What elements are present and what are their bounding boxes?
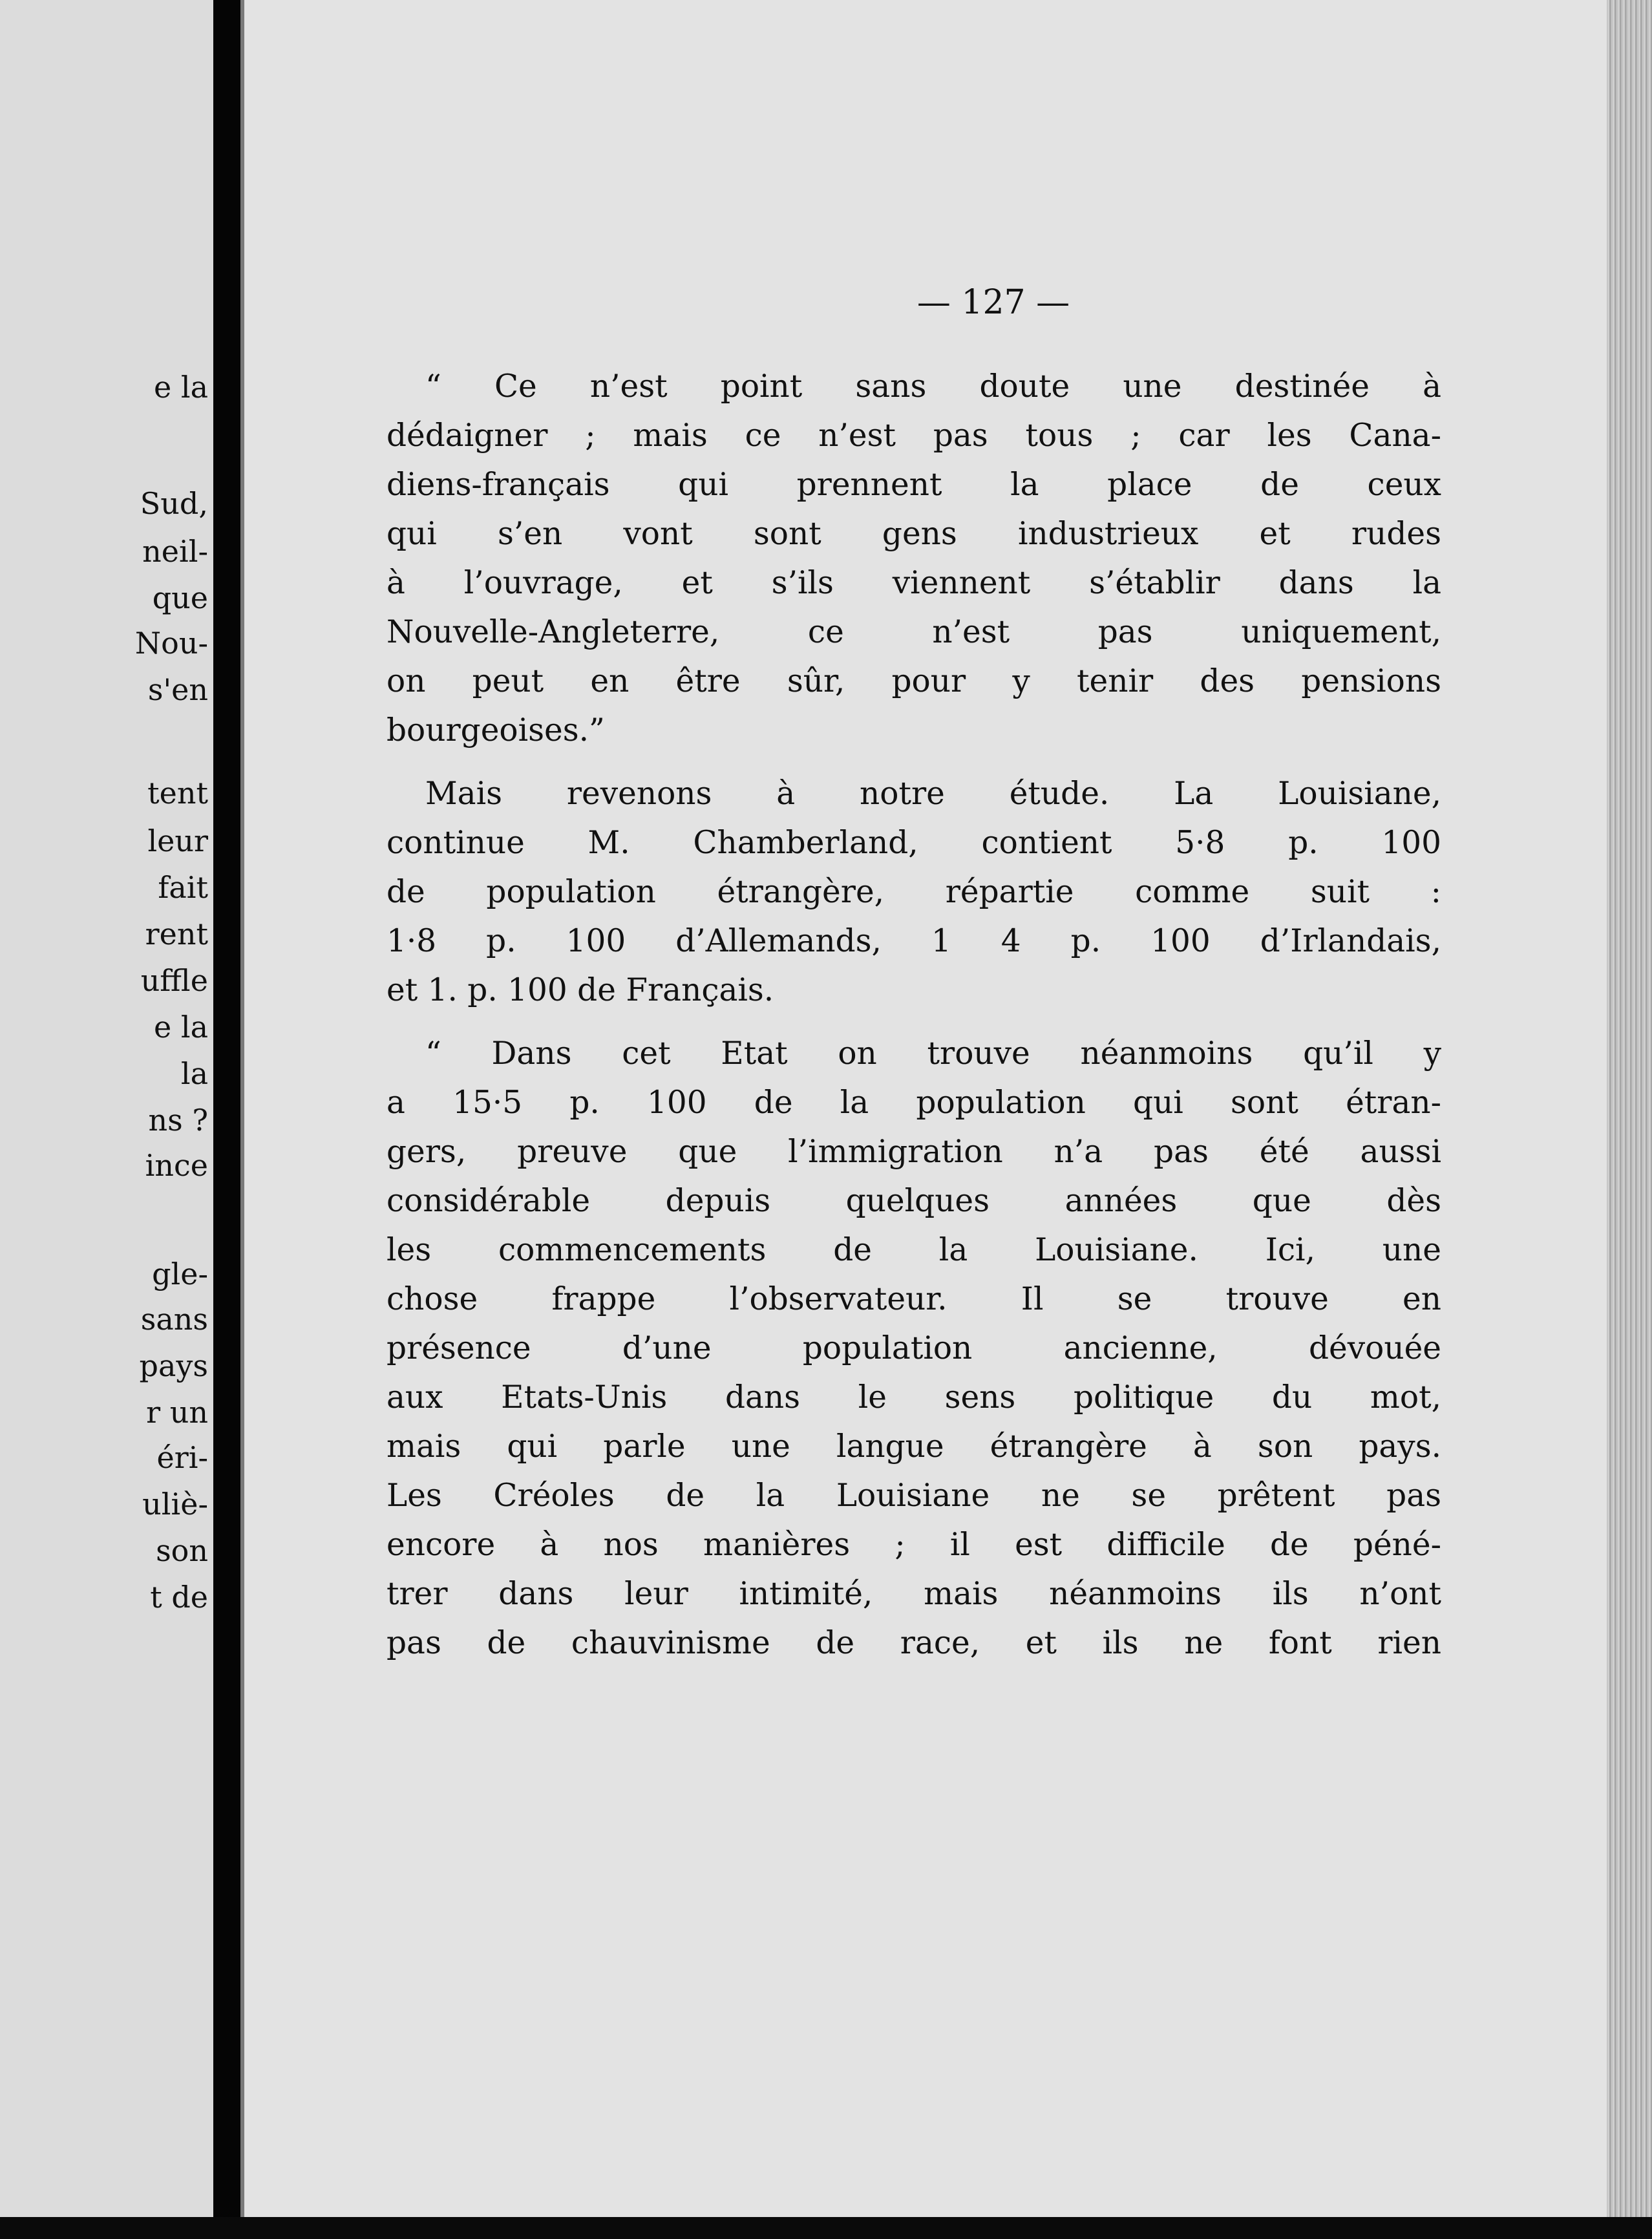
text-line: Les Créoles de la Louisiane ne se prêtent pas: [387, 1478, 1441, 1514]
paragraph-quote-1: [387, 362, 1441, 755]
left-fragment: leur: [147, 823, 208, 858]
left-fragment: que: [152, 580, 208, 615]
text-line: présence d’une population ancienne, dévouée: [387, 1330, 1441, 1366]
text-line: qui s’en vont sont gens industrieux et rudes: [387, 516, 1441, 552]
left-fragment: pays: [139, 1348, 208, 1383]
left-fragment: tent: [147, 776, 208, 811]
text-line: chose frappe l’observateur. Il se trouve en: [387, 1281, 1441, 1317]
page-body-text: [387, 362, 1441, 1668]
paragraph-narrative: [387, 769, 1441, 1015]
left-fragment: uffle: [140, 963, 208, 998]
text-line: on peut en être sûr, pour y tenir des pensions: [387, 663, 1441, 699]
left-fragment: r un: [146, 1395, 208, 1430]
text-line: mais qui parle une langue étrangère à son pays.: [387, 1428, 1441, 1465]
text-line: gers, preuve que l’immigration n’a pas été aussi: [387, 1134, 1441, 1170]
text-line: les commencements de la Louisiane. Ici, une: [387, 1232, 1441, 1268]
left-fragment: neil-: [142, 534, 208, 569]
left-fragment: e la: [154, 370, 208, 405]
text-line: “ Ce n’est point sans doute une destinée à: [425, 368, 1441, 405]
text-line: a 15·5 p. 100 de la population qui sont étran-: [387, 1085, 1441, 1121]
text-line: continue M. Chamberland, contient 5·8 p. 100: [387, 825, 1441, 861]
text-line: “ Dans cet Etat on trouve néanmoins qu’il y: [425, 1035, 1441, 1072]
text-line: considérable depuis quelques années que dès: [387, 1183, 1441, 1219]
text-line: Nouvelle-Angleterre, ce n’est pas uniquement,: [387, 614, 1441, 650]
left-fragment: gle-: [152, 1257, 208, 1291]
text-line: Mais revenons à notre étude. La Louisiane,: [425, 776, 1441, 812]
left-fragment: sans: [140, 1302, 208, 1337]
left-fragment: éri-: [156, 1440, 208, 1475]
left-fragment: Sud,: [140, 486, 208, 521]
left-fragment: s'en: [147, 672, 208, 707]
page-number: — 127 —: [916, 283, 1070, 322]
paragraph-quote-2: [387, 1029, 1441, 1668]
left-fragment: son: [156, 1533, 208, 1568]
text-line: diens-français qui prennent la place de ceux: [387, 467, 1441, 503]
text-line: de population étrangère, répartie comme suit :: [387, 874, 1441, 910]
text-line: et 1. p. 100 de Français.: [387, 972, 774, 1008]
left-fragment: la: [180, 1056, 208, 1091]
scan-bottom-border: [0, 2217, 1652, 2239]
left-facing-page: [0, 0, 213, 2223]
main-page: [244, 0, 1607, 2217]
text-line: encore à nos manières ; il est difficile de péné-: [387, 1527, 1441, 1563]
left-fragment: t de: [150, 1580, 208, 1615]
left-fragment: uliè-: [142, 1487, 208, 1522]
text-line: bourgeoises.”: [387, 712, 605, 748]
book-gutter: [213, 0, 240, 2239]
left-fragment: ince: [145, 1148, 208, 1183]
left-fragment: rent: [145, 917, 208, 951]
left-fragment: e la: [154, 1010, 208, 1045]
left-fragment: fait: [158, 870, 208, 905]
text-line: 1·8 p. 100 d’Allemands, 1 4 p. 100 d’Irlandais,: [387, 923, 1441, 959]
text-line: dédaigner ; mais ce n’est pas tous ; car les Cana-: [387, 418, 1441, 454]
left-fragment: Nou-: [134, 626, 208, 661]
left-fragment: ns ?: [148, 1103, 208, 1138]
text-line: à l’ouvrage, et s’ils viennent s’établir dans la: [387, 565, 1441, 601]
text-line: pas de chauvinisme de race, et ils ne font rien: [387, 1625, 1441, 1661]
text-line: trer dans leur intimité, mais néanmoins ils n’ont: [387, 1576, 1441, 1612]
stacked-page-edges: [1607, 0, 1652, 2239]
text-line: aux Etats-Unis dans le sens politique du mot,: [387, 1379, 1441, 1416]
